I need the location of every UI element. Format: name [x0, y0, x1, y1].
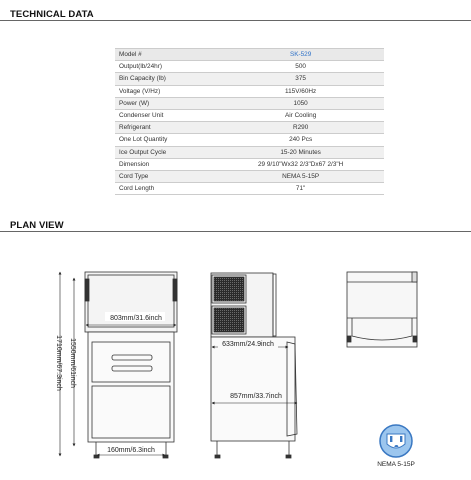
plug-type-label: NEMA 5-15P	[377, 461, 415, 468]
leg-foot	[286, 455, 291, 458]
spec-label: One Lot Quantity	[115, 134, 217, 146]
spec-label: Condenser Unit	[115, 109, 217, 121]
depth-top-label: 633mm/24.9inch	[222, 341, 274, 348]
spec-value: SK-529	[217, 49, 384, 61]
top-view-corner-mark	[413, 336, 417, 342]
spec-value: Air Cooling	[217, 109, 384, 121]
spec-label: Voltage (V/Hz)	[115, 85, 217, 97]
side-bin	[211, 337, 295, 441]
spec-value: 71"	[217, 183, 384, 195]
nema-plug-icon	[380, 425, 412, 457]
technical-data-title: TECHNICAL DATA	[10, 9, 94, 20]
spec-label: Cord Type	[115, 170, 217, 182]
leg-foot	[94, 455, 99, 458]
top-view-corner-mark	[347, 336, 351, 342]
front-view	[85, 272, 177, 458]
spec-value: 375	[217, 73, 384, 85]
spec-value: 29 9/10"Wx32 2/3"Dx67 2/3"H	[217, 158, 384, 170]
depth-total-label: 857mm/33.7inch	[230, 393, 282, 400]
top-view-corner	[412, 272, 417, 282]
height-total-label: 1710mm/67.3inch	[55, 335, 62, 391]
spec-label: Model #	[115, 49, 217, 61]
ice-maker-head	[85, 272, 177, 332]
upper-condenser-grille	[214, 277, 244, 301]
storage-bin	[88, 332, 174, 442]
spec-value: 1050	[217, 97, 384, 109]
side-head-edge	[273, 274, 276, 336]
leg-spacing-label: 160mm/6.3inch	[107, 447, 155, 454]
spec-value: 15-20 Minutes	[217, 146, 384, 158]
top-view	[347, 272, 417, 347]
spec-value: 115V/60Hz	[217, 85, 384, 97]
head-side-vent	[173, 279, 177, 301]
spec-label: Power (W)	[115, 97, 217, 109]
spec-label: Bin Capacity (lb)	[115, 73, 217, 85]
side-view	[211, 273, 297, 458]
spec-value: R290	[217, 122, 384, 134]
spec-value: 500	[217, 61, 384, 73]
width-top-label: 803mm/31.6inch	[110, 315, 162, 322]
leg-foot	[215, 455, 220, 458]
spec-label: Dimension	[115, 158, 217, 170]
spec-label: Cord Length	[115, 183, 217, 195]
spec-label: Refrigerant	[115, 122, 217, 134]
plan-view-title: PLAN VIEW	[10, 220, 64, 231]
leg-foot	[163, 455, 168, 458]
height-bin-label: 1550mm/61inch	[69, 338, 76, 388]
spec-value: NEMA 5-15P	[217, 170, 384, 182]
head-side-vent	[85, 279, 89, 301]
spec-label: Output(lb/24hr)	[115, 61, 217, 73]
top-view-outline	[347, 272, 417, 347]
spec-label: Ice Output Cycle	[115, 146, 217, 158]
spec-value: 240 Pcs	[217, 134, 384, 146]
lower-condenser-grille	[214, 308, 244, 332]
